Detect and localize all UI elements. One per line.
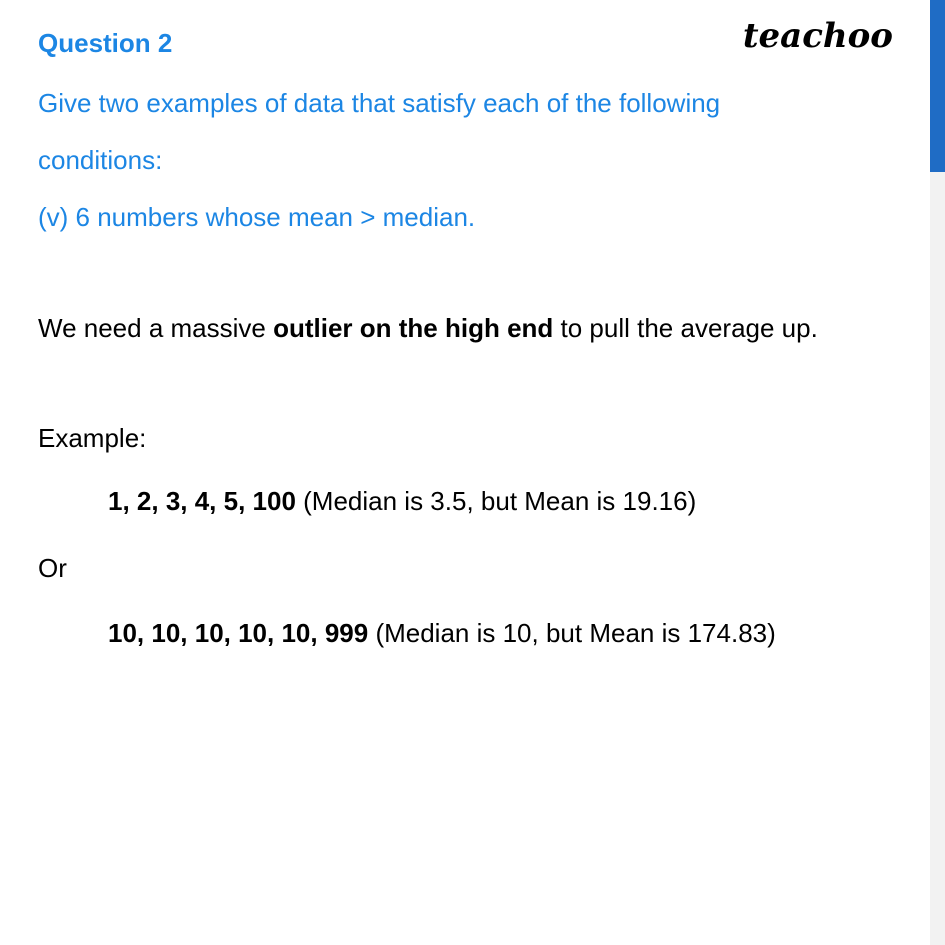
example-1-note: (Median is 3.5, but Mean is 19.16) — [295, 486, 697, 516]
statement-prefix: We need a massive — [38, 313, 274, 343]
solution-statement — [38, 313, 818, 344]
question-text-line-3: (v) 6 numbers whose mean > median. — [38, 202, 476, 232]
teachoo-logo: teachoo — [742, 16, 893, 56]
scrollbar[interactable] — [930, 0, 945, 945]
example-1 — [108, 486, 696, 517]
question-text-line-2: conditions: — [38, 145, 163, 175]
or-label: Or — [38, 553, 67, 583]
example-2-numbers: 10, 10, 10, 10, 10, 999 — [108, 618, 369, 648]
question-text-line-1: Give two examples of data that satisfy each of the following — [38, 88, 721, 118]
example-2 — [108, 618, 776, 649]
example-label: Example: — [38, 423, 147, 453]
statement-suffix: to pull the average up. — [553, 313, 818, 343]
example-1-numbers: 1, 2, 3, 4, 5, 100 — [108, 486, 296, 516]
scrollbar-thumb[interactable] — [930, 0, 945, 172]
question-title: Question 2 — [38, 28, 173, 58]
statement-emphasis: outlier on the high end — [273, 313, 554, 343]
example-2-note: (Median is 10, but Mean is 174.83) — [368, 618, 776, 648]
